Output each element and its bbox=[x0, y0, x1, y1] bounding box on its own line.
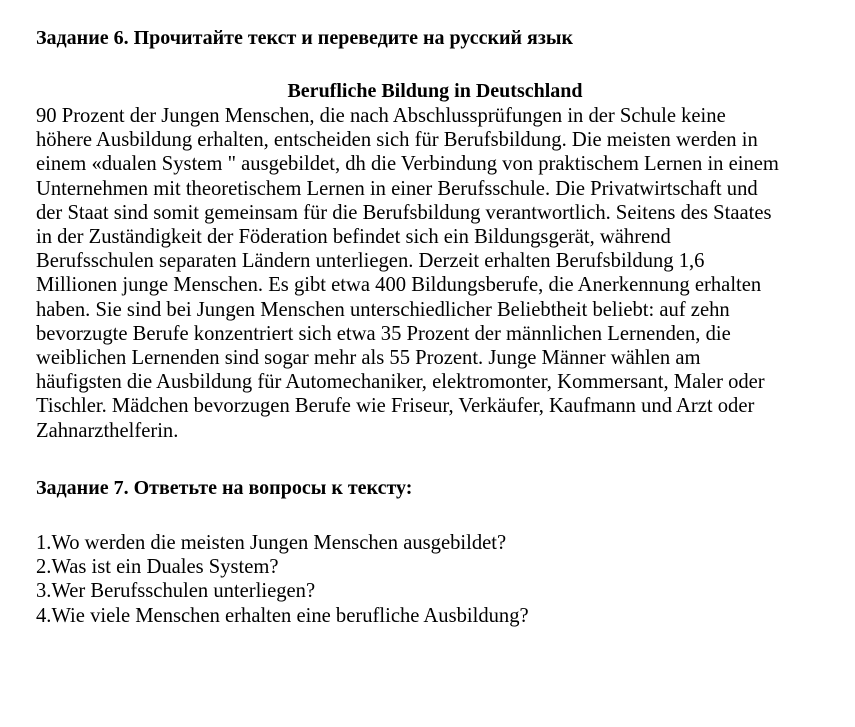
text-line: höhere Ausbildung erhalten, entscheiden sich für Berufsbildung. Die meisten werden in bbox=[36, 129, 758, 152]
text-line: in der Zuständigkeit der Föderation befindet sich ein Bildungsgerät, während bbox=[36, 226, 671, 249]
question-item: 2.Was ist ein Duales System? bbox=[36, 556, 279, 579]
text-line: Tischler. Mädchen bevorzugen Berufe wie Friseur, Verkäufer, Kaufmann und Arzt oder bbox=[36, 395, 755, 418]
text-line: der Staat sind somit gemeinsam für die Berufsbildung verantwortlich. Seitens des Staates bbox=[36, 201, 772, 224]
text-line: einem «dualen System " ausgebildet, dh die Verbindung von praktischem Lernen in einem bbox=[36, 153, 779, 176]
text-line: haben. Sie sind bei Jungen Menschen unterschiedlicher Beliebtheit beliebt: auf zehn bbox=[36, 298, 730, 321]
question-item: 4.Wie viele Menschen erhalten eine berufliche Ausbildung? bbox=[36, 604, 529, 627]
question-item: 1.Wo werden die meisten Jungen Menschen ausgebildet? bbox=[36, 532, 507, 554]
text-title: Berufliche Bildung in Deutschland bbox=[287, 80, 583, 102]
text-line: 90 Prozent der Jungen Menschen, die nach Abschlussprüfungen in der Schule keine bbox=[36, 105, 726, 127]
question-list bbox=[36, 531, 529, 628]
task6-heading: Задание 6. Прочитайте текст и переведите на русский язык bbox=[36, 27, 574, 49]
task7-heading: Задание 7. Ответьте на вопросы к тексту: bbox=[36, 477, 413, 499]
text-line: Millionen junge Menschen. Es gibt etwa 400 Bildungsberufe, die Anerkennung erhalten bbox=[36, 274, 762, 297]
text-body bbox=[36, 104, 779, 443]
text-line: häufigsten die Ausbildung für Automechaniker, elektromonter, Kommersant, Maler oder bbox=[36, 371, 765, 394]
text-line: bevorzugte Berufe konzentriert sich etwa 35 Prozent der männlichen Lernenden, die bbox=[36, 322, 731, 345]
question-item: 3.Wer Berufsschulen unterliegen? bbox=[36, 580, 316, 603]
text-line: Zahnarzthelferin. bbox=[36, 419, 179, 442]
text-line: weiblichen Lernenden sind sogar mehr als 55 Prozent. Junge Männer wählen am bbox=[36, 347, 701, 370]
text-line: Berufsschulen separaten Ländern unterliegen. Derzeit erhalten Berufsbildung 1,6 bbox=[36, 250, 705, 273]
text-line: Unternehmen mit theoretischem Lernen in einer Berufsschule. Die Privatwirtschaft und bbox=[36, 177, 758, 200]
